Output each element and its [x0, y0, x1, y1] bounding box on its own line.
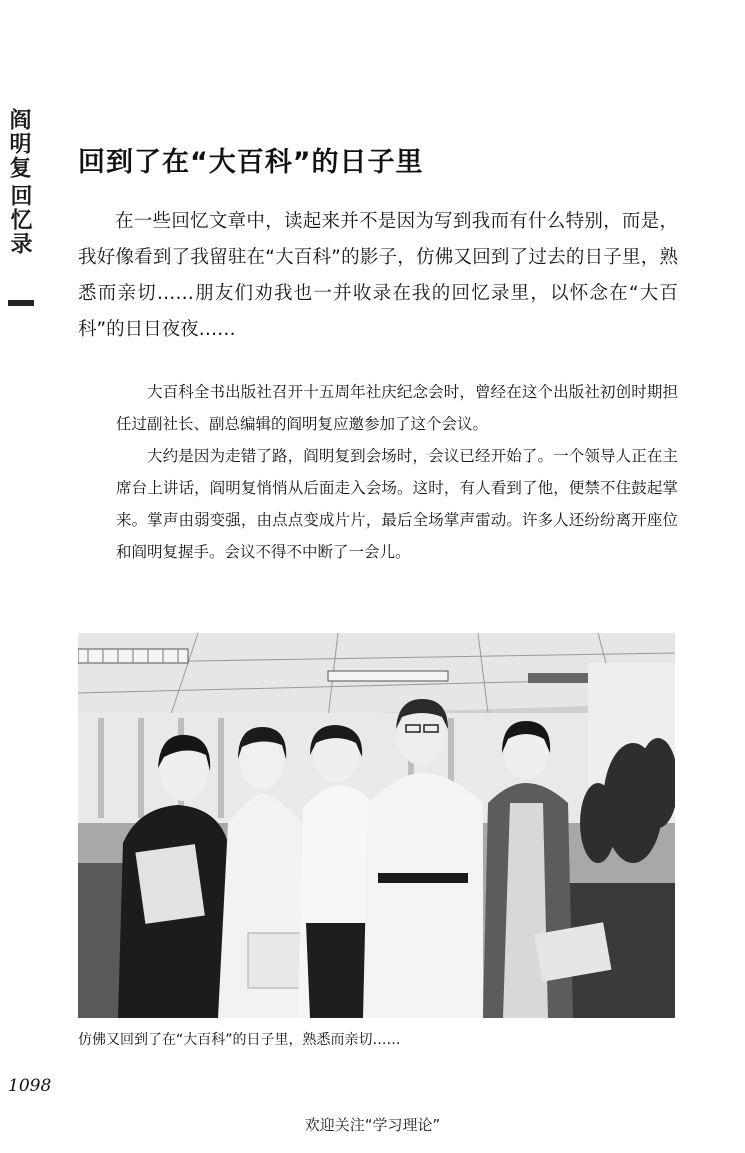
running-head-divider — [8, 300, 34, 306]
photo-caption: 仿佛又回到了在“大百科”的日子里，熟悉而亲切…… — [78, 1032, 401, 1048]
intro-paragraph: 在一些回忆文章中，读起来并不是因为写到我而有什么特别，而是，我好像看到了我留驻在“大百科”的影子，仿佛又回到了过去的日子里，熟悉而亲切……朋友们劝我也一并收录在我的回忆录里，以怀念在“大百科”的日日夜夜…… — [78, 211, 678, 340]
running-head — [4, 108, 34, 256]
running-head-title: 阎明复 — [6, 108, 32, 180]
chapter-title: 回到了在“大百科”的日子里 — [78, 147, 424, 178]
body-paragraph: 大百科全书出版社召开十五周年社庆纪念会时，曾经在这个出版社初创时期担任过副社长、副总编辑的阎明复应邀参加了这个会议。 — [116, 383, 678, 433]
page-number: 1098 — [8, 1076, 52, 1096]
group-photo-illustration — [78, 633, 675, 1018]
footer-note: 欢迎关注“学习理论” — [304, 1116, 441, 1134]
body-text — [116, 376, 678, 568]
running-head-subtitle: 回忆录 — [7, 184, 32, 256]
body-paragraph: 大约是因为走错了路，阎明复到会场时，会议已经开始了。一个领导人正在主席台上讲话，阎明复悄悄从后面走入会场。这时，有人看到了他，便禁不住鼓起掌来。掌声由弱变强，由点点变成片片，最后全场掌声雷动。许多人还纷纷离开座位和阎明复握手。会议不得不中断了一会儿。 — [116, 447, 678, 561]
group-photo — [78, 633, 675, 1018]
